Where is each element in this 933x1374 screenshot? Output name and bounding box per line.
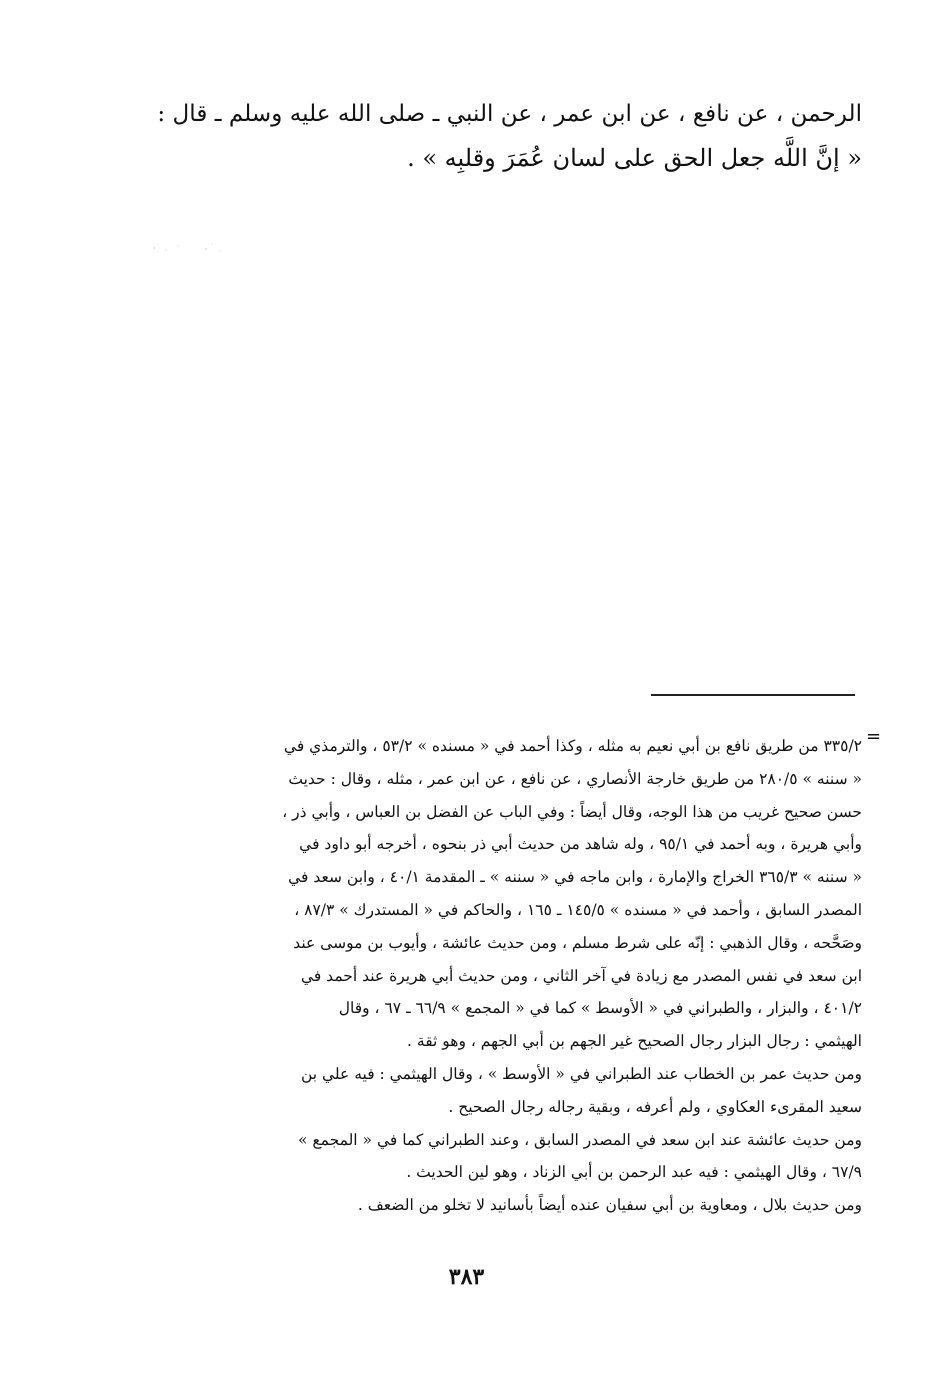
footnote-line: « سننه » ٣٦٥/٣ الخراج والإمارة ، وابن ماجه في « سننه » ـ المقدمة ٤٠/١ ، وابن سعد في	[288, 868, 862, 887]
footnote-line: سعيد المقرىء العكاوي ، ولم أعرفه ، وبقية رجاله رجال الصحيح .	[448, 1097, 862, 1116]
footnotes	[150, 730, 862, 1222]
footnote-line: ومن حديث بلال ، ومعاوية بن أبي سفيان عنده أيضاً بأسانيد لا تخلو من الضعف .	[357, 1196, 862, 1215]
footnote-line: حسن صحيح غريب من هذا الوجه، وقال أيضاً : وفي الباب عن الفضل بن العباس ، وأبي ذر ،	[282, 802, 862, 821]
main-text	[150, 92, 862, 180]
footnote-line: وأبي هريرة ، وبه أحمد في ٩٥/١ ، وله شاهد من حديث أبي ذر بنحوه ، أخرجه أبو داود في	[299, 835, 862, 854]
footnote-line: الهيثمي : رجال البزار رجال الصحيح غير الجهم بن أبي الجهم ، وهو ثقة .	[407, 1032, 862, 1051]
footnote-line: ابن سعد في نفس المصدر مع زيادة في آخر الثاني ، ومن حديث أبي هريرة عند أحمد في	[300, 966, 862, 985]
footnote-line: وصَحَّحه ، وقال الذهبي : إنّه على شرط مسلم ، ومن حديث عائشة ، وأيوب بن موسى عند	[293, 933, 862, 952]
page-number: ٣٨٣	[448, 1264, 485, 1290]
main-text-line: الرحمن ، عن نافع ، عن ابن عمر ، عن النبي ـ صلى الله عليه وسلم ـ قال :	[157, 101, 862, 127]
scan-speckle	[148, 238, 228, 258]
main-text-line: « إنَّ اللَّه جعل الحق على لسان عُمَرَ وقلبِه » .	[407, 144, 862, 172]
footnote-line: ومن حديث عائشة عند ابن سعد في المصدر السابق ، وعند الطبراني كما في « المجمع »	[297, 1130, 862, 1149]
footnote-line: « سننه » ٢٨٠/٥ من طريق خارجة الأنصاري ، عن نافع ، عن ابن عمر ، مثله ، وقال : حديث	[288, 769, 862, 788]
footnote-line: المصدر السابق ، وأحمد في « مسنده » ١٤٥/٥ ـ ١٦٥ ، والحاكم في « المستدرك » ٨٧/٣ ،	[294, 900, 862, 919]
footnote-separator	[651, 694, 855, 696]
footnote-line: ٦٧/٩ ، وقال الهيثمي : فيه عبد الرحمن بن أبي الزناد ، وهو لين الحديث .	[406, 1163, 862, 1182]
footnote-line: ٣٣٥/٢ من طريق نافع بن أبي نعيم به مثله ، وكذا أحمد في « مسنده » ٥٣/٢ ، والترمذي في	[283, 737, 862, 755]
footnote-line: ومن حديث عمر بن الخطاب عند الطبراني في « الأوسط » ، وقال الهيثمي : فيه علي بن	[300, 1064, 862, 1083]
footnote-line: ٤٠١/٢ ، والبزار ، والطبراني في « الأوسط » كما في « المجمع » ٦٦/٩ ـ ٦٧ ، وقال	[338, 999, 862, 1018]
footnote-continuation-mark: =	[866, 726, 882, 747]
